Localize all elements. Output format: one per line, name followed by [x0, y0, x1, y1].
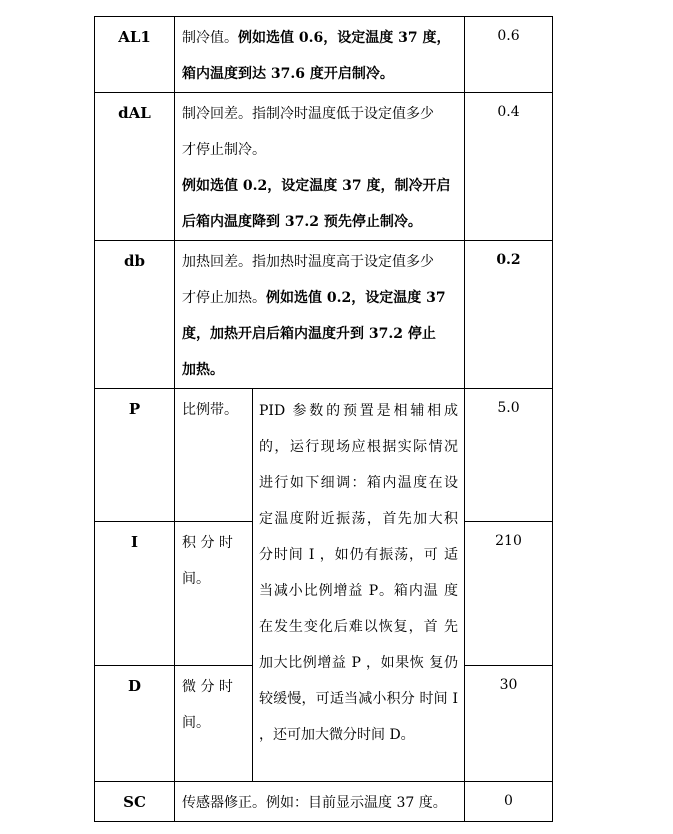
pid-tuning-note: PID 参数的预置是相辅相成 的，运行现场应根据实际情况 进行如下细调：箱内温度在设 定温度附近振荡，首先加大积 分时间 I ，如仍有振荡，可 适当减小比例增益 P。箱内温 度在发生变化后难以恢复，首 先加大比例增益 P ，如果恢 复仍较缓慢，可适当减小积分 时间 I ，还可加大微分时间 D。 [253, 389, 465, 782]
param-description: 积 分 时 间。 [175, 522, 253, 666]
param-value: 0 [465, 782, 553, 822]
param-code: SC [95, 782, 175, 822]
param-value: 30 [465, 666, 553, 782]
param-value: 210 [465, 522, 553, 666]
param-description: 微 分 时 间。 [175, 666, 253, 782]
param-description: 加热回差。指加热时温度高于设定值多少 才停止加热。例如选值 0.2，设定温度 37 度，加热开启后箱内温度升到 37.2 停止 加热。 [175, 241, 465, 389]
param-value: 0.6 [465, 17, 553, 93]
param-code: I [95, 522, 175, 666]
table-row-al1 [95, 17, 553, 93]
param-description: 传感器修正。例如：目前显示温度 37 度。 [175, 782, 465, 822]
table-row-dal [95, 93, 553, 241]
param-description: 比例带。 [175, 389, 253, 522]
param-value: 0.4 [465, 93, 553, 241]
param-code: D [95, 666, 175, 782]
param-description: 制冷回差。指制冷时温度低于设定值多少 才停止制冷。 例如选值 0.2，设定温度 37 度，制冷开启 后箱内温度降到 37.2 预先停止制冷。 [175, 93, 465, 241]
param-code: P [95, 389, 175, 522]
param-value: 5.0 [465, 389, 553, 522]
table-row-db [95, 241, 553, 389]
param-value: 0.2 [465, 241, 553, 389]
param-code: db [95, 241, 175, 389]
param-description: 制冷值。例如选值 0.6，设定温度 37 度， 箱内温度到达 37.6 度开启制冷。 [175, 17, 465, 93]
table-row-p [95, 389, 553, 522]
param-code: AL1 [95, 17, 175, 93]
param-code: dAL [95, 93, 175, 241]
table-row-sc [95, 782, 553, 822]
parameter-table [94, 16, 553, 822]
